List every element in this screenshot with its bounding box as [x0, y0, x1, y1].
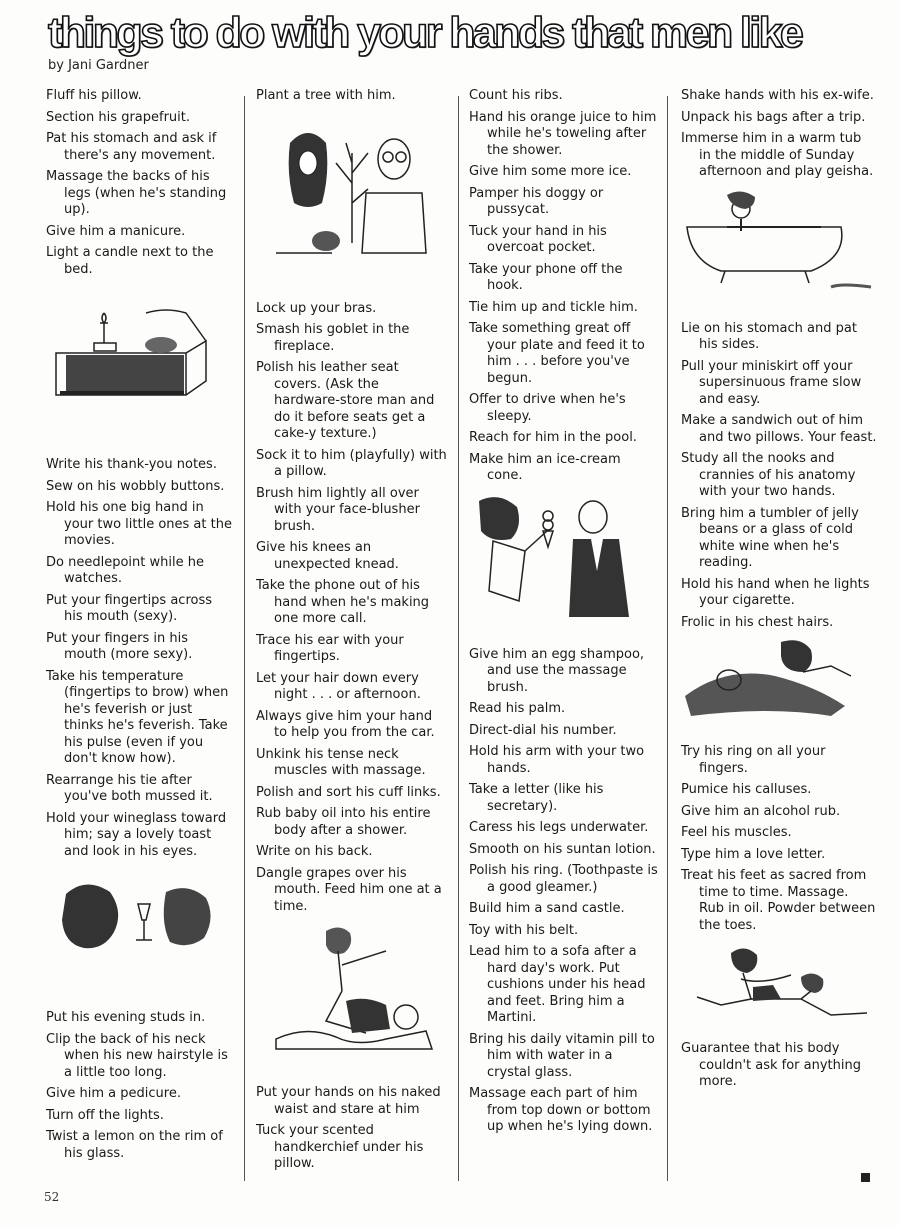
column-3-mid-list — [469, 647, 659, 1136]
list-item: Sew on his wobbly buttons. — [46, 478, 225, 494]
candle-bed-illustration — [46, 283, 234, 435]
list-item: Give him an alcohol rub. — [681, 803, 841, 819]
article-title: things to do with your hands that men like — [48, 9, 802, 57]
column-1-mid-list — [46, 457, 234, 860]
list-item: Take your phone off the hook. — [469, 261, 623, 293]
list-item: Frolic in his chest hairs. — [681, 614, 834, 630]
list-item: Direct-dial his number. — [469, 722, 617, 738]
list-item: Pat his stomach and ask if there's any movement. — [46, 131, 217, 163]
list-item: Write on his back. — [256, 844, 373, 859]
column-3 — [469, 88, 659, 1141]
list-item: Lie on his stomach and pat his sides. — [681, 320, 857, 352]
beach-couple-illustration — [681, 939, 877, 1039]
list-item: Try his ring on all your fingers. — [681, 744, 826, 776]
column-3-top-list — [469, 88, 659, 485]
column-4-final-list — [681, 1041, 877, 1091]
list-item: Give his knees an unexpected knead. — [256, 540, 399, 572]
list-item: Clip the back of his neck when his new hairstyle is a little too long. — [46, 1031, 228, 1080]
couple-tree-illustration — [256, 113, 448, 281]
list-item: Put your hands on his naked waist and stare at him — [256, 1085, 441, 1117]
list-item: Hold his one big hand in your two little ones at the movies. — [46, 500, 232, 548]
list-item: Make him an ice-cream cone. — [469, 451, 621, 483]
column-2-mid-list — [256, 301, 448, 916]
list-item: Plant a tree with him. — [256, 88, 396, 103]
column-rule — [667, 96, 668, 1181]
list-item: Type him a love letter. — [681, 846, 826, 862]
list-item: Caress his legs underwater. — [469, 820, 649, 835]
list-item: Light a candle next to the bed. — [46, 245, 214, 277]
list-item: Reach for him in the pool. — [469, 430, 637, 445]
column-rule — [244, 96, 245, 1181]
list-item: Rub baby oil into his entire body after a shower. — [256, 806, 431, 838]
list-item: Smash his goblet in the fireplace. — [256, 322, 410, 354]
list-item: Lead him to a sofa after a hard day's work. Put cushions under his head and feet. Bring him a Martini. — [469, 944, 646, 1025]
list-item: Massage the backs of his legs (when he's standing up). — [46, 169, 227, 217]
column-1 — [46, 88, 234, 1167]
list-item: Feel his muscles. — [681, 825, 792, 840]
list-item: Give him some more ice. — [469, 164, 632, 179]
list-item: Trace his ear with your fingertips. — [256, 632, 404, 664]
list-item: Dangle grapes over his mouth. Feed him one at a time. — [256, 865, 442, 914]
wineglass-couple-illustration — [46, 874, 234, 1004]
column-4-mid-list — [681, 321, 877, 632]
list-item: Tuck your hand in his overcoat pocket. — [469, 223, 607, 255]
list-item: Polish his leather seat covers. (Ask the hardware-store man and do it before seats get a cake-y texture.) — [256, 360, 435, 441]
list-item: Do needlepoint while he watches. — [46, 554, 204, 586]
list-item: Read his palm. — [469, 701, 566, 716]
list-item: Immerse him in a warm tub in the middle of Sunday afternoon and play geisha. — [681, 131, 874, 179]
list-item: Shake hands with his ex-wife. — [681, 88, 874, 103]
column-rule — [458, 96, 459, 1181]
list-item: Take something great off your plate and feed it to him . . . before you've begun. — [469, 321, 645, 386]
list-item: Toy with his belt. — [469, 922, 579, 938]
list-item: Give him an egg shampoo, and use the massage brush. — [469, 646, 645, 695]
list-item: Offer to drive when he's sleepy. — [469, 392, 626, 424]
list-item: Hold his arm with your two hands. — [469, 744, 645, 776]
list-item: Hold your wineglass toward him; say a lovely toast and look in his eyes. — [46, 810, 227, 859]
list-item: Pull your miniskirt off your supersinuous frame slow and easy. — [681, 358, 862, 407]
list-item: Fluff his pillow. — [46, 88, 142, 103]
list-item: Polish and sort his cuff links. — [256, 784, 441, 800]
list-item: Section his grapefruit. — [46, 109, 191, 125]
list-item: Put your fingers in his mouth (more sexy). — [46, 630, 193, 662]
list-item: Take the phone out of his hand when he's making one more call. — [256, 578, 430, 626]
list-item: Always give him your hand to help you from the car. — [256, 708, 435, 740]
list-item: Tuck your scented handkerchief under his pillow. — [256, 1123, 424, 1171]
list-item: Write his thank-you notes. — [46, 457, 217, 472]
list-item: Rearrange his tie after you've both mussed it. — [46, 772, 213, 804]
list-item: Hand his orange juice to him while he's toweling after the shower. — [469, 109, 657, 158]
list-item: Study all the nooks and crannies of his anatomy with your two hands. — [681, 451, 856, 499]
list-item: Massage each part of him from top down or bottom up when he's lying down. — [469, 1086, 653, 1134]
grapes-couple-illustration — [256, 921, 448, 1077]
page-number: 52 — [44, 1190, 60, 1204]
list-item: Treat his feet as sacred from time to time. Massage. Rub in oil. Powder between the toes. — [681, 868, 876, 933]
column-4 — [681, 88, 877, 1096]
bathtub-illustration — [681, 187, 877, 311]
list-item: Bring him a tumbler of jelly beans or a glass of cold white wine when he's reading. — [681, 505, 859, 570]
list-item: Count his ribs. — [469, 88, 563, 103]
byline: by Jani Gardner — [48, 58, 149, 73]
column-1-top-list — [46, 88, 234, 278]
list-item: Take a letter (like his secretary). — [469, 782, 604, 814]
end-mark — [861, 1173, 870, 1182]
list-item: Make a sandwich out of him and two pillows. Your feast. — [681, 413, 877, 445]
column-4-bottom-list — [681, 744, 877, 934]
list-item: Pamper his doggy or pussycat. — [469, 185, 604, 217]
column-4-top-list — [681, 88, 877, 181]
list-item: Sock it to him (playfully) with a pillow. — [256, 447, 447, 479]
list-item: Put your fingertips across his mouth (sexy). — [46, 592, 213, 624]
column-2 — [256, 88, 448, 1178]
list-item: Unkink his tense neck muscles with massage. — [256, 746, 426, 778]
list-item: Twist a lemon on the rim of his glass. — [46, 1129, 223, 1161]
list-item: Take his temperature (fingertips to brow) when he's feverish or just thinks he's feverish. Take his pulse (even if you don't know how). — [46, 668, 229, 766]
list-item: Smooth on his suntan lotion. — [469, 841, 656, 857]
column-2-bottom-list — [256, 1085, 448, 1173]
list-item: Guarantee that his body couldn't ask for anything more. — [681, 1041, 861, 1089]
list-item: Put his evening studs in. — [46, 1010, 206, 1025]
list-item: Turn off the lights. — [46, 1107, 164, 1123]
column-2-top-list — [256, 88, 448, 105]
list-item: Let your hair down every night . . . or afternoon. — [256, 670, 421, 702]
lying-couple-illustration — [681, 636, 877, 736]
list-item: Pumice his calluses. — [681, 782, 812, 797]
list-item: Tie him up and tickle him. — [469, 299, 638, 315]
list-item: Unpack his bags after a trip. — [681, 109, 866, 125]
ice-cream-couple-illustration — [469, 491, 659, 641]
list-item: Lock up your bras. — [256, 300, 377, 316]
list-item: Build him a sand castle. — [469, 901, 625, 916]
list-item: Give him a pedicure. — [46, 1086, 181, 1101]
column-1-bottom-list — [46, 1010, 234, 1162]
list-item: Hold his hand when he lights your cigarette. — [681, 576, 870, 608]
list-item: Give him a manicure. — [46, 223, 186, 239]
list-item: Brush him lightly all over with your face-blusher brush. — [256, 485, 420, 534]
list-item: Bring his daily vitamin pill to him with water in a crystal glass. — [469, 1031, 655, 1080]
list-item: Polish his ring. (Toothpaste is a good gleamer.) — [469, 863, 658, 895]
